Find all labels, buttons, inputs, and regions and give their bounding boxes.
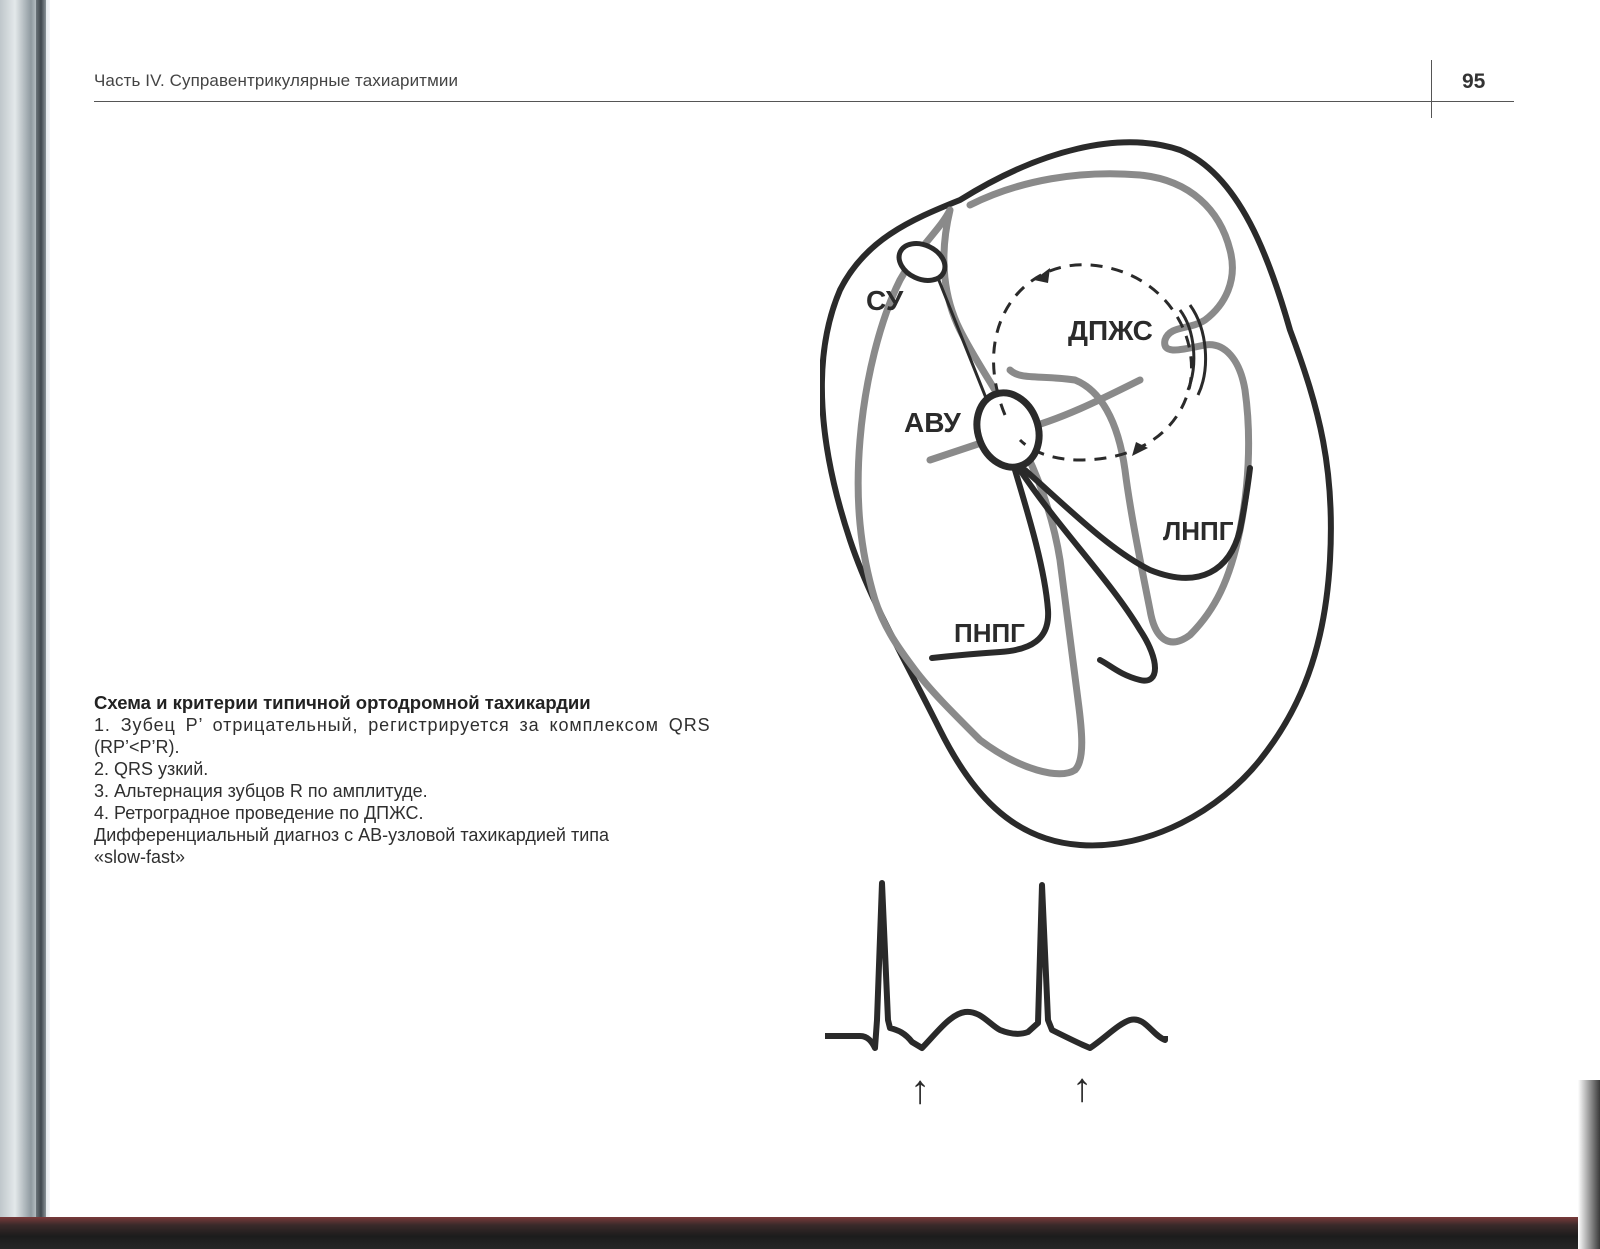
label-dpzhs: ДПЖС — [1068, 315, 1153, 346]
header-divider — [1431, 60, 1432, 118]
caption-criterion-4: 4. Ретроградное проведение по ДПЖС. — [94, 803, 424, 823]
caption-differential: Дифференциальный диагноз с АВ-узловой тахикардией типа — [94, 825, 610, 845]
caption-criterion-2: 2. QRS узкий. — [94, 759, 209, 779]
heart-diagram — [820, 130, 1360, 1120]
av-node — [967, 384, 1049, 476]
reentry-arrow-top — [1034, 268, 1050, 283]
caption-criterion-1: 1. Зубец P’ отрицательный, регистрируется за комплексом QRS — [94, 715, 711, 735]
running-header-title: Часть IV. Суправентрикулярные тахиаритмии — [94, 71, 459, 90]
heart-outline — [822, 142, 1331, 845]
book-spine-shadow — [36, 0, 46, 1230]
label-su: СУ — [866, 285, 904, 316]
book-right-edge — [1578, 1080, 1600, 1249]
ecg-arrow-1: ↑ — [910, 1068, 930, 1112]
header-rule — [94, 101, 1514, 102]
caption-title: Схема и критерии типичной ортодромной тахикардии — [94, 692, 591, 713]
label-avu: АВУ — [904, 407, 961, 438]
caption-criterion-1-cont: (RP’<P’R). — [94, 737, 180, 757]
page-number: 95 — [1462, 70, 1486, 93]
heart-conduction-figure — [820, 130, 1360, 1125]
ecg-trace — [825, 883, 1165, 1048]
figure-caption — [94, 692, 794, 868]
sa-node-lead — [938, 278, 990, 408]
caption-differential-cont: «slow-fast» — [94, 847, 186, 867]
ecg-arrow-2: ↑ — [1072, 1066, 1092, 1110]
caption-criterion-3: 3. Альтернация зубцов R по амплитуде. — [94, 781, 428, 801]
label-pnpg: ПНПГ — [954, 618, 1025, 648]
book-bottom-edge — [0, 1217, 1600, 1249]
label-lnpg: ЛНПГ — [1163, 516, 1234, 546]
